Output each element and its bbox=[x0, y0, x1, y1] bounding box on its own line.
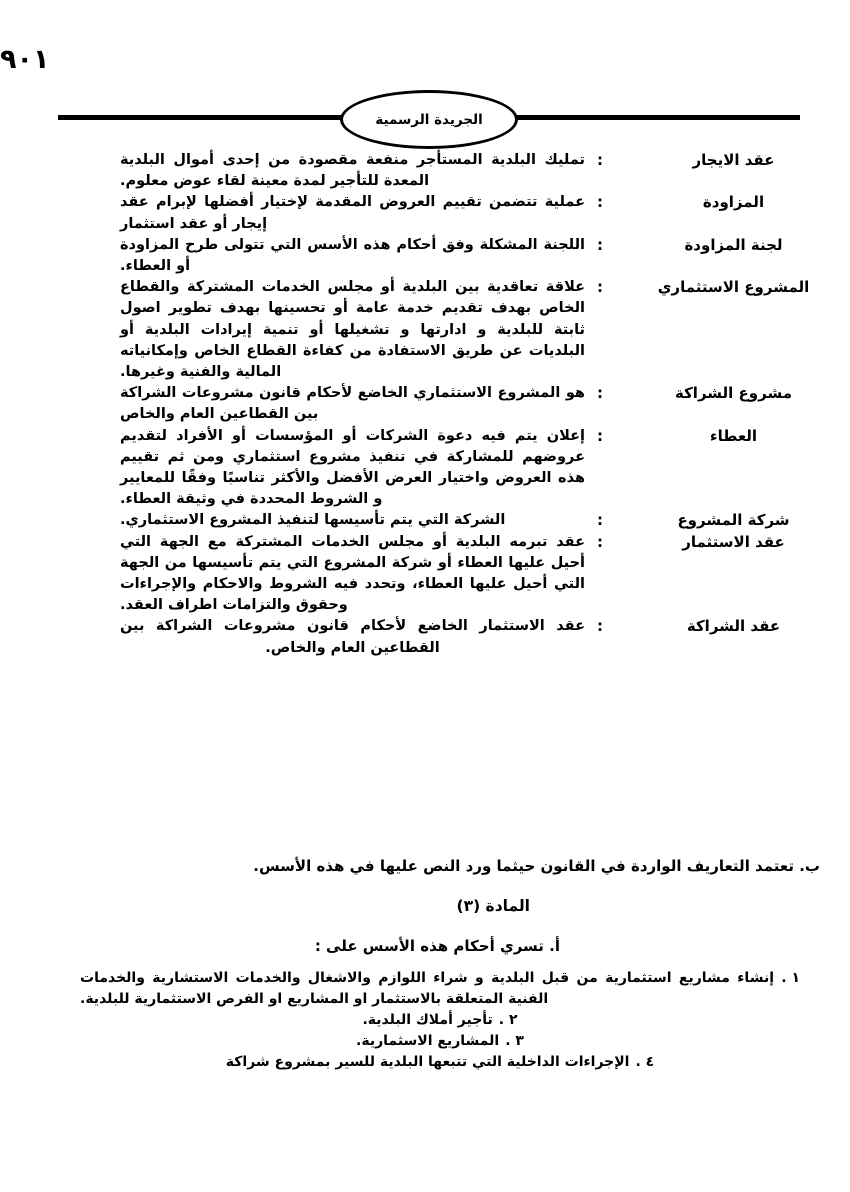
list-item-text: المشاريع الاسثمارية. bbox=[356, 1033, 500, 1049]
definition-row bbox=[0, 383, 850, 425]
definition-colon: : bbox=[597, 235, 603, 254]
list-item bbox=[80, 1052, 800, 1073]
clause-b-paragraph: ب. تعتمد التعاريف الواردة في القانون حيثما ورد النص عليها في هذه الأسس. bbox=[253, 857, 820, 875]
list-item-marker: ٢ . bbox=[498, 1012, 518, 1028]
definition-colon: : bbox=[597, 426, 603, 445]
definition-text: عملية تتضمن تقييم العروض المقدمة لإختيار أفضلها لإبرام عقد إيجار أو عقد استثمار bbox=[120, 194, 585, 232]
definition-text: إعلان يتم فيه دعوة الشركات أو المؤسسات أو الأفراد لتقديم عروضهم للمشاركة في تنفيذ مشروع استثماري ومن ثم تقييم هذه العروض واختيار العرض الأفضل والأكثر تناسبًا وفقًا للمعايير و الشروط المحددة في وثيقة العطاء. bbox=[120, 427, 585, 508]
definition-text: هو المشروع الاستثماري الخاضع لأحكام قانون مشروعات الشراكة بين القطاعين العام والخاص bbox=[120, 385, 585, 423]
definition-colon: : bbox=[597, 278, 603, 297]
numbered-list bbox=[80, 968, 800, 1073]
definition-term: المشروع الاستثماري bbox=[657, 278, 810, 297]
definition-term: عقد الاستثمار bbox=[682, 532, 785, 551]
definition-term: عقد الشراكة bbox=[686, 617, 781, 636]
definition-colon: : bbox=[597, 532, 603, 551]
definition-colon: : bbox=[597, 151, 603, 169]
definition-row bbox=[0, 192, 850, 234]
list-item-marker: ١ . bbox=[781, 970, 800, 986]
definition-row bbox=[0, 150, 850, 192]
masthead-oval bbox=[340, 90, 518, 149]
page-number: ٩٠١ bbox=[0, 44, 50, 75]
masthead-label: الجريدة الرسمية bbox=[375, 111, 483, 128]
definition-text: علاقة تعاقدية بين البلدية أو مجلس الخدمات المشتركة والقطاع الخاص بهدف تقديم خدمة عامة أو تحسينها بهدف تطوير اصول ثابتة للبلدية و ادارتها و تشغيلها أو تنمية إيرادات البلدية أو البلديات عن طريق الاستفادة من كفاءة القطاع الخاص وإمكانياته المالية والفنية وغيرها. bbox=[120, 279, 585, 381]
definition-colon: : bbox=[597, 511, 603, 530]
list-item bbox=[80, 1031, 800, 1052]
masthead bbox=[0, 90, 850, 146]
list-item-text: تأجير أملاك البلدية. bbox=[362, 1012, 493, 1028]
definition-text: الشركة التي يتم تأسيسها لتنفيذ المشروع الاستثماري. bbox=[120, 512, 506, 529]
definition-term: عقد الايجار bbox=[692, 151, 775, 169]
definitions-table bbox=[0, 150, 850, 659]
list-item bbox=[80, 968, 800, 1010]
definition-colon: : bbox=[597, 193, 603, 212]
definition-row bbox=[0, 510, 850, 531]
definition-term: المزاودة bbox=[702, 193, 765, 212]
definition-row bbox=[0, 532, 850, 617]
definition-text: اللجنة المشكلة وفق أحكام هذه الأسس التي تتولى طرح المزاودة أو العطاء. bbox=[120, 236, 585, 275]
definition-row bbox=[0, 426, 850, 511]
clause-a-paragraph: أ. تسري أحكام هذه الأسس على : bbox=[314, 937, 560, 955]
list-item bbox=[80, 1010, 800, 1031]
definition-colon: : bbox=[597, 384, 603, 403]
masthead-rule-left bbox=[58, 115, 388, 120]
definition-row bbox=[0, 235, 850, 277]
article-title: المادة (٣) bbox=[456, 897, 530, 915]
definition-text: عقد الاستثمار الخاضع لأحكام قانون مشروعات الشراكة بين القطاعين العام والخاص. bbox=[120, 618, 585, 656]
definition-text: عقد تبرمه البلدية أو مجلس الخدمات المشتركة مع الجهة التي أحيل عليها العطاء أو شركة المشروع التي يتم تأسيسها من الجهة التي أحيل عليها العطاء، وتحدد فيه الشروط والاحكام والإجراءات وحقوق والتزامات اطراف العقد. bbox=[120, 533, 585, 614]
definition-term: لجنة المزاودة bbox=[684, 235, 783, 254]
list-item-text: الإجراءات الداخلية التي تتبعها البلدية للسير بمشروع شراكة bbox=[225, 1054, 630, 1070]
definition-colon: : bbox=[597, 617, 603, 636]
definition-row bbox=[0, 277, 850, 383]
list-item-marker: ٣ . bbox=[505, 1033, 524, 1049]
definition-text: تمليك البلدية المستأجر منفعة مقصودة من إحدى أموال البلدية المعدة للتأجير لمدة معينة لقاء عوض معلوم. bbox=[120, 152, 585, 190]
list-item-text: إنشاء مشاريع استثمارية من قبل البلدية و شراء اللوازم والاشغال والخدمات الاستشارية والخدمات الفنية المتعلقة بالاستثمار او المشاريع او الفرص الاستثمارية للبلدية. bbox=[80, 970, 774, 1007]
definition-row bbox=[0, 616, 850, 658]
definition-term: مشروع الشراكة bbox=[674, 384, 792, 403]
list-item-marker: ٤ . bbox=[635, 1054, 655, 1070]
definition-term: شركة المشروع bbox=[677, 511, 790, 530]
definition-term: العطاء bbox=[709, 426, 758, 445]
